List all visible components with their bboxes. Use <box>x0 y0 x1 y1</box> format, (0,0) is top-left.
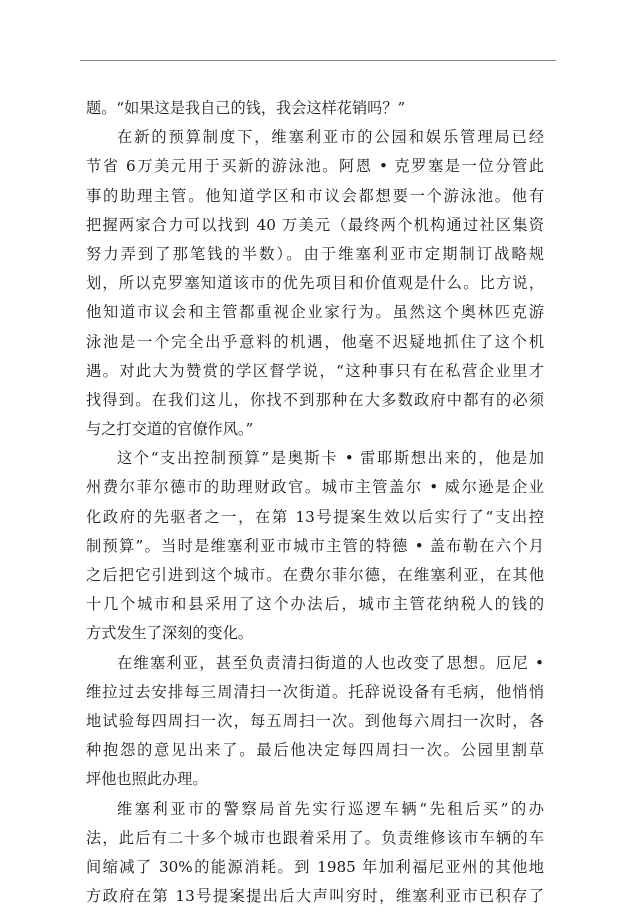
text-line: 十几个城市和县采用了这个办法后，城市主管花纳税人的钱的 <box>86 595 544 614</box>
text-line: 遇。对此大为赞赏的学区督学说，“这种事只有在私营企业里才 <box>86 361 544 380</box>
paragraph-first-line: 在维塞利亚，甚至负责清扫街道的人也改变了思想。厄尼 • <box>117 653 544 672</box>
text-line: 节省 6万美元用于买新的游泳池。阿恩 • 克罗塞是一位分管此 <box>86 157 544 176</box>
paragraph-first-line: 这个“支出控制预算”是奥斯卡 • 雷耶斯想出来的，他是加 <box>117 449 544 468</box>
paragraph-first-line: 维塞利亚市的警察局首先实行巡逻车辆“先租后买”的办 <box>117 799 544 818</box>
text-line: 间缩减了 30%的能源消耗。到 1985 年加利福尼亚州的其他地 <box>86 857 544 876</box>
text-line: 法，此后有二十多个城市也跟着采用了。负责维修该市车辆的车 <box>86 828 544 847</box>
text-line: 之后把它引进到这个城市。在费尔菲尔德，在维塞利亚，在其他 <box>86 566 544 584</box>
paragraph-last-line: 方式发生了深刻的变化。 <box>86 624 254 643</box>
text-line: 他知道市议会和主管都重视企业家行为。虽然这个奥林匹克游 <box>86 303 544 322</box>
text-line: 制预算”。当时是维塞利亚市城市主管的特德 • 盖布勒在六个月 <box>86 536 544 555</box>
text-line: 事的助理主管。他知道学区和市议会都想要一个游泳池。他有 <box>86 186 544 205</box>
text-line: 维拉过去安排每三周清扫一次街道。托辞说设备有毛病，他悄悄 <box>86 682 544 701</box>
text-line: 种抱怨的意见出来了。最后他决定每四周扫一次。公园里割草 <box>86 741 544 760</box>
text-line: 找得到。在我们这儿，你找不到那种在大多数政府中都有的必须 <box>86 390 544 409</box>
paragraph-last-line: 与之打交道的官僚作风。” <box>86 420 254 439</box>
text-line: 泳池是一个完全出乎意料的机遇，他毫不迟疑地抓住了这个机 <box>86 332 544 351</box>
text-line: 努力弄到了那笔钱的半数）。由于维塞利亚市定期制订战略规 <box>86 244 544 263</box>
text-line: 把握两家合力可以找到 40 万美元（最终两个机构通过社区集资 <box>86 215 544 234</box>
paragraph-first-line: 在新的预算制度下，维塞利亚市的公园和娱乐管理局已经 <box>117 128 544 147</box>
text-line: 化政府的先驱者之一，在第 13号提案生效以后实行了“支出控 <box>86 507 544 526</box>
text-line: 州费尔菲尔德市的助理财政官。城市主管盖尔 • 威尔逊是企业 <box>86 478 544 497</box>
body-text <box>86 94 544 911</box>
text-line: 划，所以克罗塞知道该市的优先项目和价值观是什么。比方说， <box>86 274 544 293</box>
paragraph-last-line: 坪他也照此办理。 <box>86 770 208 789</box>
text-line: 地试验每四周扫一次，每五周扫一次。到他每六周扫一次时，各 <box>86 711 544 730</box>
text-line: 题。“如果这是我自己的钱，我会这样花销吗？” <box>86 99 406 117</box>
header-rule <box>80 60 556 61</box>
text-line: 方政府在第 13号提案提出后大声叫穷时，维塞利亚市已积存了 <box>86 887 544 906</box>
